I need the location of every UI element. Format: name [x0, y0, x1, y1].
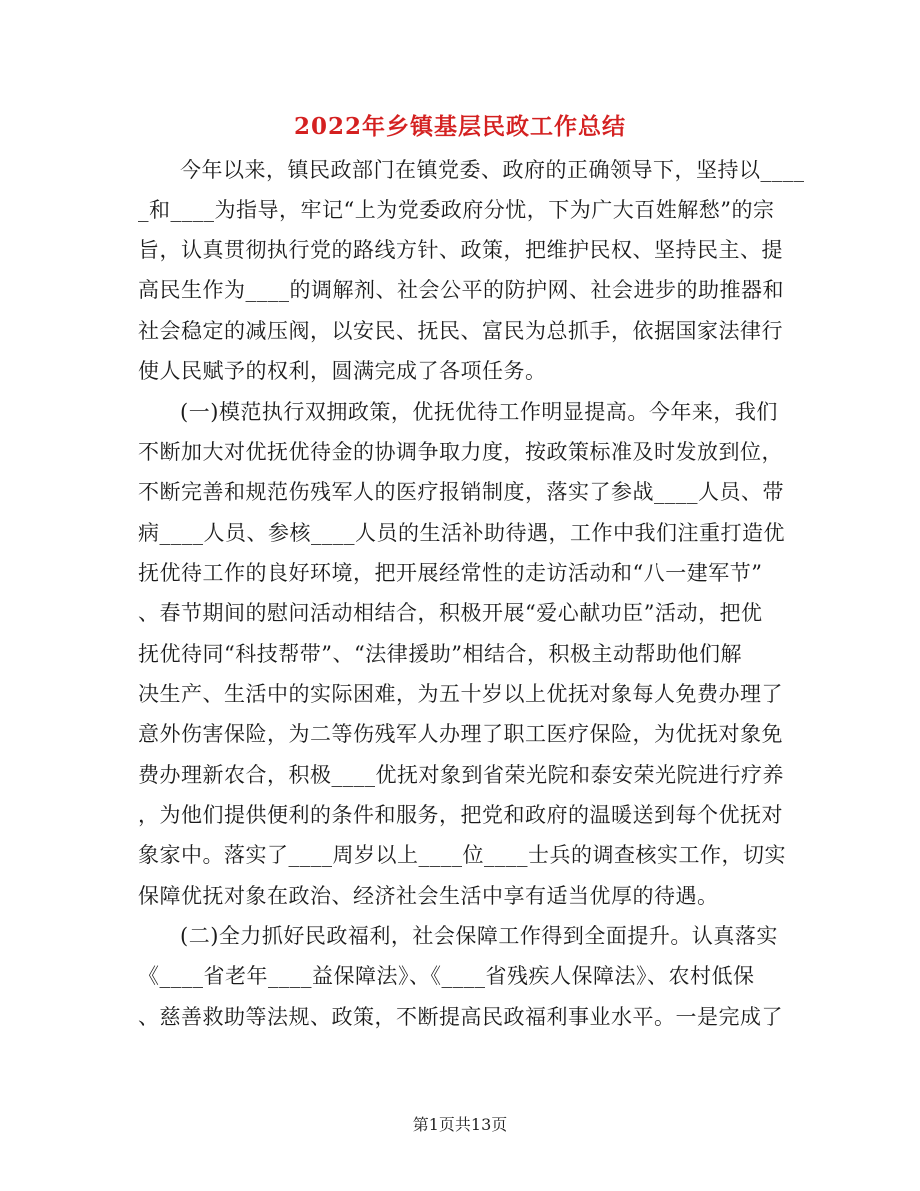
paragraph-line: 不断加大对优抚优待金的协调争取力度，按政策标准及时发放到位， [138, 440, 783, 464]
paragraph-line: (一)模范执行双拥政策，优抚优待工作明显提高。今年来，我们 [180, 400, 778, 424]
paragraph-line: 病____人员、参核____人员的生活补助待遇，工作中我们注重打造优 [138, 521, 785, 545]
paragraph-line: 今年以来，镇民政部门在镇党委、政府的正确领导下，坚持以____ [180, 158, 805, 182]
paragraph-line: (二)全力抓好民政福利，社会保障工作得到全面提升。认真落实 [180, 924, 778, 948]
page-number-footer: 第1页共13页 [412, 1115, 508, 1134]
paragraph-line: 象家中。落实了____周岁以上____位____士兵的调查核实工作，切实 [138, 843, 786, 867]
paragraph-line: ，为他们提供便利的条件和服务，把党和政府的温暖送到每个优抚对 [138, 803, 783, 827]
document-title: 2022年乡镇基层民政工作总结 [293, 113, 626, 140]
paragraph-line: 不断完善和规范伤残军人的医疗报销制度，落实了参战____人员、带 [138, 480, 784, 504]
paragraph-line: 旨，认真贯彻执行党的路线方针、政策，把维护民权、坚持民主、提 [138, 238, 783, 262]
paragraph-line: 、春节期间的慰问活动相结合，积极开展“爱心献功臣”活动，把优 [138, 601, 763, 625]
paragraph-line: 抚优待同“科技帮带”、“法律援助”相结合，积极主动帮助他们解 [138, 642, 742, 666]
paragraph-line: 费办理新农合，积极____优抚对象到省荣光院和泰安荣光院进行疗养 [138, 763, 784, 787]
paragraph-line: _和____为指导，牢记“上为党委政府分忧，下为广大百姓解愁”的宗 [138, 198, 775, 222]
paragraph-line: 社会稳定的减压阀，以安民、抚民、富民为总抓手，依据国家法律行 [138, 319, 783, 343]
paragraph-line: 、慈善救助等法规、政策，不断提高民政福利事业水平。一是完成了 [138, 1005, 783, 1029]
paragraph-line: 《____省老年____益保障法》、《____省残疾人保障法》、农村低保 [138, 964, 755, 988]
paragraph-line: 高民生作为____的调解剂、社会公平的防护网、社会进步的助推器和 [138, 278, 784, 302]
paragraph-line: 意外伤害保险，为二等伤残军人办理了职工医疗保险，为优抚对象免 [138, 722, 783, 746]
paragraph-line: 保障优抚对象在政治、经济社会生活中享有适当优厚的待遇。 [138, 884, 719, 908]
paragraph-line: 抚优待工作的良好环境，把开展经常性的走访活动和“八一建军节” [138, 561, 763, 585]
paragraph-line: 使人民赋予的权利，圆满完成了各项任务。 [138, 359, 547, 383]
paragraph-line: 决生产、生活中的实际困难，为五十岁以上优抚对象每人免费办理了 [138, 682, 783, 706]
